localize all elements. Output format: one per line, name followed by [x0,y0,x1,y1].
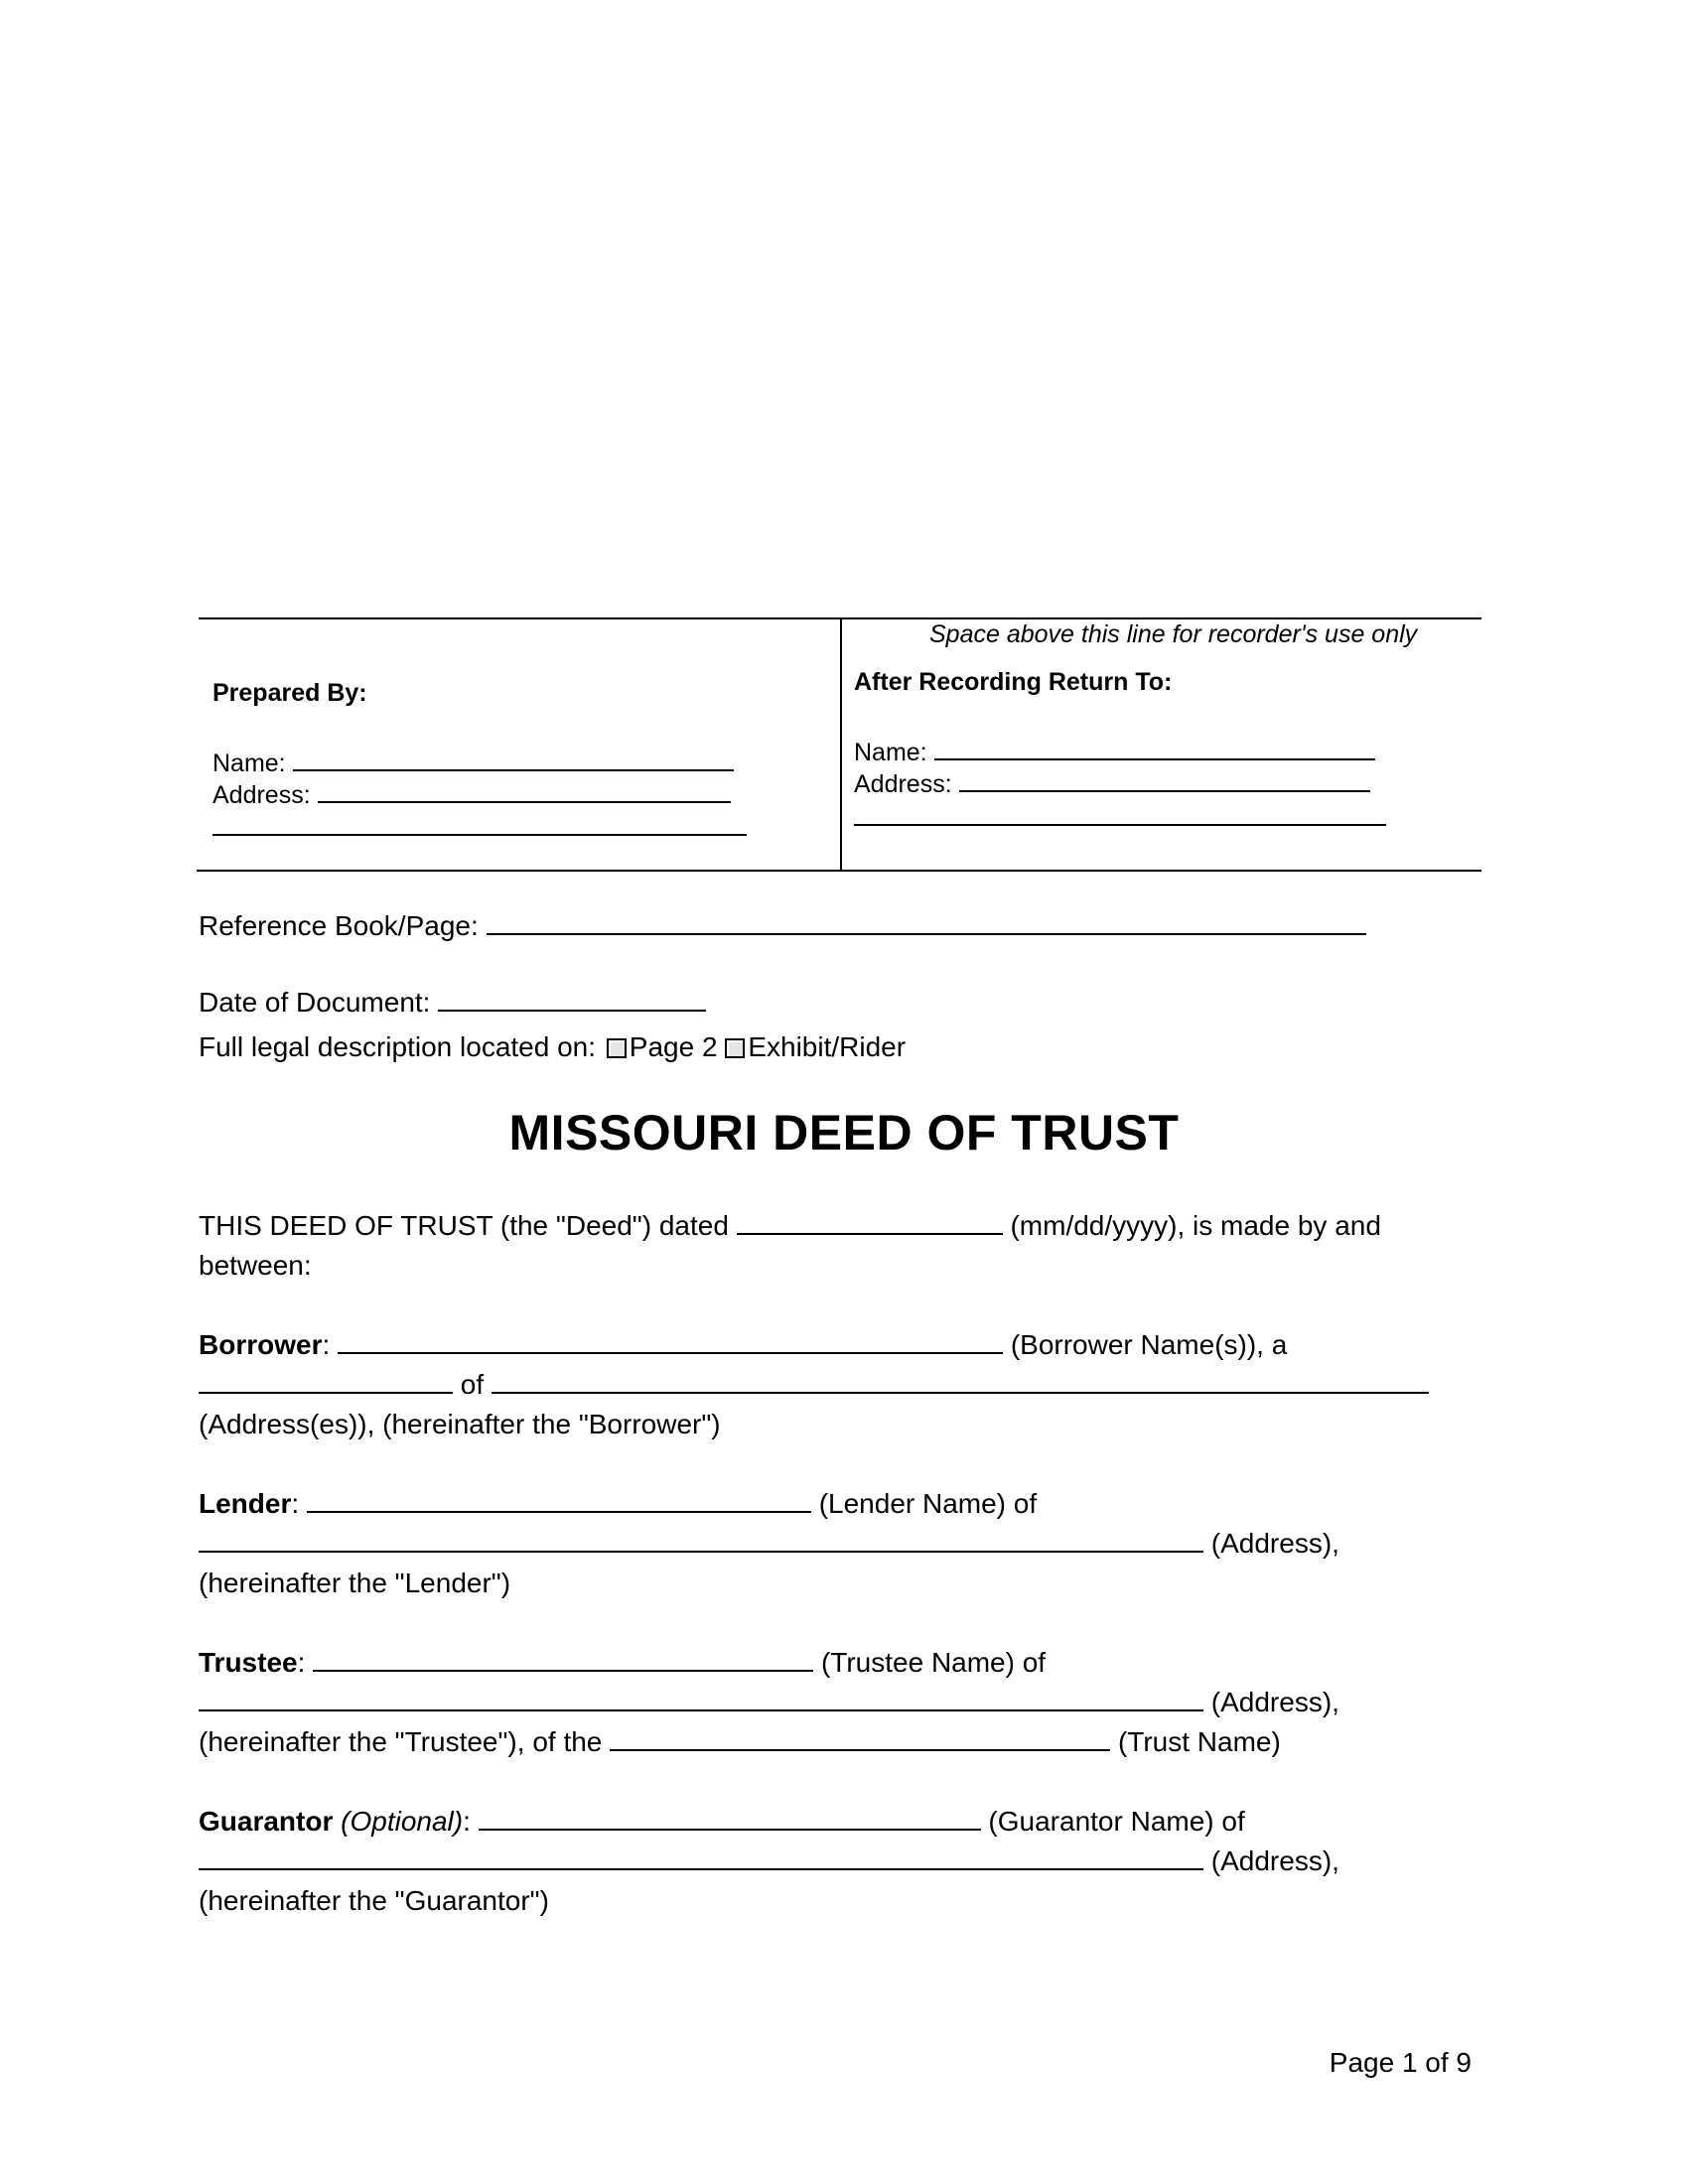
lender-line1 [199,1487,1037,1521]
return-to-address-label: Address: [854,770,952,798]
return-to-name-label: Name: [854,739,927,766]
trustee-address-hint: (Address), [1210,1687,1339,1717]
lender-address-hint: (Address), [1210,1528,1339,1559]
return-to-address-line2-field[interactable] [854,800,1386,826]
document-title: MISSOURI DEED OF TRUST [508,1105,1180,1160]
trustee-line3b: (Trust Name) [1117,1726,1281,1757]
trustee-address-field[interactable] [199,1686,1203,1711]
reference-label: Reference Book/Page: [199,910,479,941]
trustee-label: Trustee [199,1647,298,1678]
guarantor-name-hint: (Guarantor Name) of [988,1806,1245,1837]
guarantor-line2 [199,1844,1339,1878]
prepared-by-address-field[interactable] [318,777,731,803]
return-to-heading: After Recording Return To: [854,668,1173,696]
exhibit-rider-option-label: Exhibit/Rider [748,1031,907,1062]
guarantor-name-field[interactable] [479,1805,981,1831]
borrower-line1 [199,1328,1287,1362]
intro-line1 [199,1209,1381,1243]
date-field[interactable] [438,986,706,1012]
borrower-address-field[interactable] [492,1368,1429,1394]
intro-part2: (mm/dd/yyyy), is made by and [1010,1210,1381,1241]
trust-name-field[interactable] [610,1725,1110,1751]
lender-label: Lender [199,1488,292,1519]
legal-description-label: Full legal description located on: [199,1031,597,1062]
recorder-box-divider [840,617,842,872]
date-label: Date of Document: [199,987,431,1018]
prepared-by-name-row [212,746,734,778]
lender-name-field[interactable] [307,1487,811,1513]
prepared-by-address-line2-field[interactable] [212,810,747,836]
exhibit-rider-checkbox[interactable] [725,1038,745,1058]
recorder-note: Space above this line for recorder's use only [929,620,1418,648]
guarantor-colon: : [463,1806,471,1837]
lender-line3: (hereinafter the "Lender") [199,1568,511,1598]
return-to-address-row [854,766,1370,799]
guarantor-optional: (Optional) [341,1806,464,1837]
return-to-name-field[interactable] [934,735,1375,760]
prepared-by-name-field[interactable] [293,746,734,771]
guarantor-address-field[interactable] [199,1844,1203,1870]
page2-option-label: Page 2 [629,1031,718,1062]
guarantor-line1 [199,1805,1245,1839]
trustee-line3 [199,1725,1281,1759]
prepared-by-address-row [212,777,731,810]
trustee-line3a: (hereinafter the "Trustee"), of the [199,1726,603,1757]
recorder-box-bottom-rule [197,870,1481,872]
lender-colon: : [291,1488,300,1519]
intro-part1: THIS DEED OF TRUST (the "Deed") dated [199,1210,729,1241]
guarantor-line3: (hereinafter the "Guarantor") [199,1885,549,1916]
trustee-line2 [199,1686,1339,1719]
date-row [199,986,706,1020]
borrower-line2 [199,1368,1429,1402]
guarantor-address-hint: (Address), [1210,1845,1339,1876]
prepared-by-name-label: Name: [212,750,286,777]
trustee-name-hint: (Trustee Name) of [820,1647,1047,1678]
borrower-type-field[interactable] [199,1368,453,1394]
borrower-of: of [460,1369,485,1400]
page2-checkbox[interactable] [607,1038,627,1058]
borrower-label: Borrower [199,1329,323,1360]
lender-line2 [199,1527,1339,1561]
lender-name-hint: (Lender Name) of [818,1488,1038,1519]
reference-field[interactable] [487,909,1366,935]
deed-date-field[interactable] [737,1209,1003,1235]
prepared-by-address-label: Address: [212,781,311,809]
return-to-address-field[interactable] [959,766,1370,792]
borrower-name-hint: (Borrower Name(s)), a [1010,1329,1288,1360]
borrower-colon: : [322,1329,331,1360]
guarantor-label: Guarantor [199,1806,334,1837]
lender-address-field[interactable] [199,1527,1203,1553]
prepared-by-heading: Prepared By: [212,679,367,707]
borrower-name-field[interactable] [338,1328,1003,1354]
reference-row [199,909,1366,943]
legal-description-row [199,1030,906,1064]
intro-line2: between: [199,1250,312,1281]
trustee-name-field[interactable] [313,1646,813,1672]
trustee-colon: : [297,1647,306,1678]
trustee-line1 [199,1646,1046,1680]
page-number: Page 1 of 9 [1329,2047,1472,2078]
return-to-name-row [854,735,1375,767]
borrower-line3: (Address(es)), (hereinafter the "Borrower") [199,1409,721,1439]
